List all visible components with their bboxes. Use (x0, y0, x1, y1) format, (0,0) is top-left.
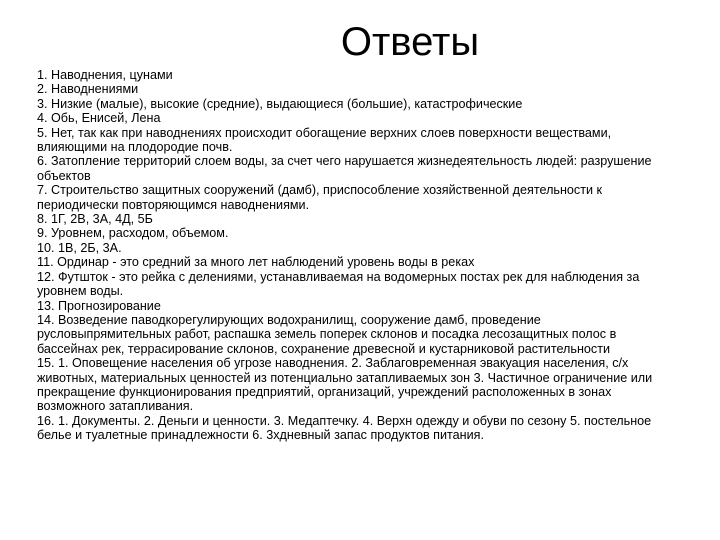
answer-item-8: 8. 1Г, 2В, 3А, 4Д, 5Б (37, 212, 153, 227)
answer-item-10: 10. 1В, 2Б, 3А. (37, 240, 122, 255)
slide-title-text: Ответы (340, 20, 480, 64)
answer-item-2: 2. Наводнениями (37, 82, 139, 97)
answer-item-15: 15. 1. Оповещение населения об угрозе наводнения. 2. Заблаговременная эвакуация населения, с/х животных, материальных ценностей из потенциально затапливаемых зон 3. Частичное ограничение или прекращение функционирования предприятий, организаций, учреждений расположенных в зонах возможного затапливания. (37, 356, 653, 414)
answer-item-14: 14. Возведение паводкорегулирующих водохранилищ, сооружение дамб, проведение русловыпрямительных работ, распашка земель поперек склонов и посадка лесозащитных полос в бассейнах рек, террасирование склонов, сохранение древесной и кустарниковой растительности (37, 312, 617, 356)
answer-item-12: 12. Футшток - это рейка с делениями, устанавливаемая на водомерных постах рек для наблюдения за уровнем воды. (37, 269, 640, 299)
answer-item-11: 11. Ординар - это средний за много лет наблюдений уровень воды в реках (37, 255, 475, 270)
slide-title (0, 18, 720, 66)
answer-item-9: 9. Уровнем, расходом, объемом. (37, 226, 229, 241)
answer-item-5: 5. Нет, так как при наводнениях происходит обогащение верхних слоев поверхности веществами, влияющими на плодородие почв. (37, 125, 612, 155)
answer-item-7: 7. Строительство защитных сооружений (дамб), приспособление хозяйственной деятельности к периодически повторяющимся наводнениями. (37, 183, 603, 212)
answer-item-6: 6. Затопление территорий слоем воды, за счет чего нарушается жизнедеятельность людей: разрушение объектов (37, 154, 652, 183)
answer-item-4: 4. Обь, Енисей, Лена (37, 111, 161, 126)
answers-list (37, 68, 677, 443)
answer-item-1: 1. Наводнения, цунами (37, 68, 173, 82)
answer-item-16: 16. 1. Документы. 2. Деньги и ценности. 3. Медаптечку. 4. Верхн одежду и обуви по сезону 5. постельное белье и туалетные принадлежности 6. 3хдневный запас продуктов питания. (37, 413, 652, 443)
answer-item-3: 3. Низкие (малые), высокие (средние), выдающиеся (большие), катастрофические (37, 96, 523, 111)
answer-item-13: 13. Прогнозирование (37, 298, 161, 313)
